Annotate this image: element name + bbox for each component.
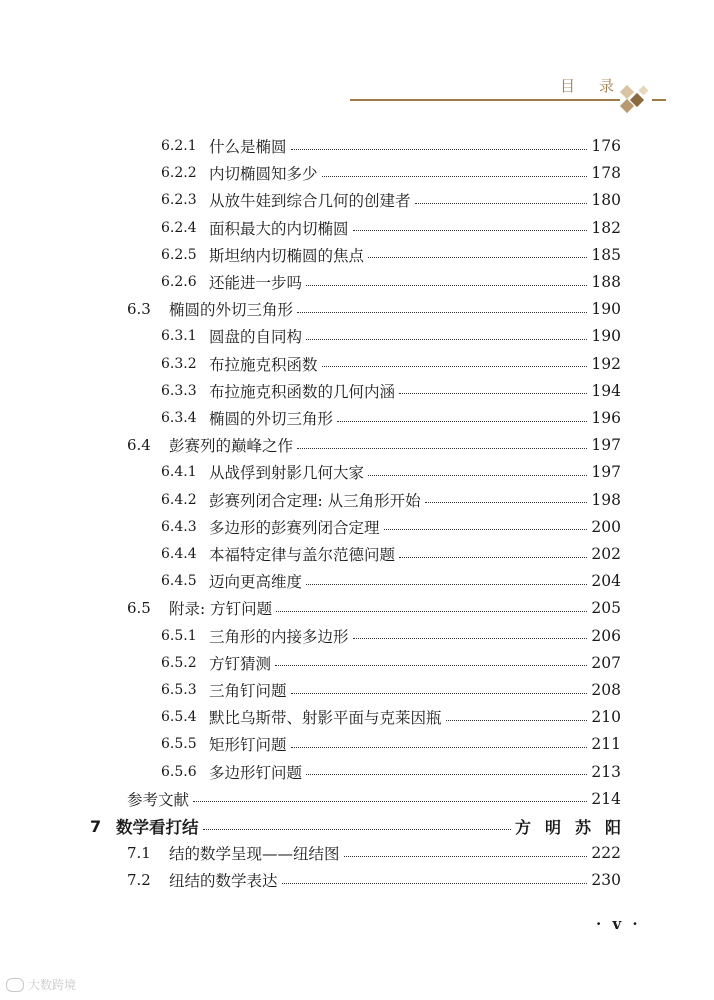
entry-title: 本福特定律与盖尔范德问题 xyxy=(209,546,396,564)
dot-leader xyxy=(337,421,587,422)
entry-number: 6.5.3 xyxy=(161,682,197,698)
entry-page-number: 190 xyxy=(591,300,621,319)
entry-page-number: 180 xyxy=(591,191,621,210)
entry-title: 从战俘到射影几何大家 xyxy=(209,464,365,483)
dot-leader xyxy=(353,230,588,231)
entry-number: 6.2.3 xyxy=(161,192,197,209)
dot-leader xyxy=(322,366,588,367)
toc-entry[interactable] xyxy=(127,787,621,811)
dot-leader xyxy=(322,176,588,177)
dot-leader xyxy=(368,257,587,258)
entry-title: 默比乌斯带、射影平面与克莱因瓶 xyxy=(209,709,442,728)
entry-title: 从放牛娃到综合几何的创建者 xyxy=(209,192,411,211)
entry-number: 6.2.6 xyxy=(161,274,197,290)
dot-leader xyxy=(291,747,588,748)
dot-leader xyxy=(306,339,587,340)
entry-page-number: 202 xyxy=(591,545,621,563)
entry-title: 纽结的数学表达 xyxy=(169,872,278,891)
page-number: · v · xyxy=(596,915,641,933)
entry-title: 圆盘的自同构 xyxy=(209,328,303,347)
entry-number: 6.2.1 xyxy=(161,138,197,154)
dot-leader xyxy=(446,720,588,721)
toc-entry[interactable] xyxy=(127,868,621,892)
toc-entry[interactable] xyxy=(161,188,621,212)
entry-title: 彭赛列的巅峰之作 xyxy=(169,437,294,456)
entry-number: 6.4 xyxy=(127,436,151,455)
toc-entry[interactable] xyxy=(161,324,621,348)
entry-number: 6.4.2 xyxy=(161,491,197,508)
title-char-1: 目 xyxy=(560,77,578,95)
entry-page-number: 194 xyxy=(591,381,621,400)
dot-leader xyxy=(193,801,587,802)
dot-leader xyxy=(297,448,587,449)
entry-title: 多边形钉问题 xyxy=(209,763,303,782)
toc-entry[interactable] xyxy=(161,624,621,648)
dot-leader xyxy=(291,693,588,694)
toc-entry[interactable] xyxy=(161,678,621,702)
dot-leader xyxy=(306,285,587,286)
entry-number: 6.2.5 xyxy=(161,246,197,263)
entry-page-number: 207 xyxy=(591,653,621,672)
entry-page-number: 192 xyxy=(591,354,621,373)
entry-page-number: 178 xyxy=(591,164,621,183)
dot-leader xyxy=(282,883,588,884)
toc-entry[interactable] xyxy=(161,515,621,539)
entry-page-number: 182 xyxy=(591,218,621,237)
toc-entry[interactable] xyxy=(127,297,621,321)
entry-number: 6.5.1 xyxy=(161,627,197,644)
chapter-entry[interactable] xyxy=(90,814,635,838)
entry-title: 数学看打结 xyxy=(116,818,199,837)
dot-leader xyxy=(344,856,588,857)
toc-entry[interactable] xyxy=(127,433,621,457)
toc-entry[interactable] xyxy=(161,352,621,376)
toc-entry[interactable] xyxy=(161,270,621,294)
dot-leader xyxy=(276,611,587,612)
entry-page-number: 206 xyxy=(591,626,621,645)
toc-entry[interactable] xyxy=(161,732,621,756)
dot-leader xyxy=(297,312,587,313)
entry-title: 面积最大的内切椭圆 xyxy=(209,219,349,238)
entry-page-number: 214 xyxy=(591,789,621,808)
entry-number: 7.2 xyxy=(127,871,151,890)
entry-number: 7.1 xyxy=(127,844,151,863)
entry-title: 还能进一步吗 xyxy=(209,274,303,292)
toc-entry[interactable] xyxy=(127,596,621,620)
entry-number: 6.2.4 xyxy=(161,219,197,236)
page-title xyxy=(560,75,616,96)
entry-title: 彭赛列闭合定理: 从三角形开始 xyxy=(209,491,421,510)
entry-number: 6.4.4 xyxy=(161,546,197,562)
entry-number: 6.5.4 xyxy=(161,709,197,726)
entry-page-number: 197 xyxy=(591,463,621,482)
entry-number: 6.2.2 xyxy=(161,165,197,182)
header-rule-tail xyxy=(652,99,666,101)
entry-page-number: 205 xyxy=(591,599,621,618)
entry-number: 6.5.6 xyxy=(161,763,197,780)
toc-entry[interactable] xyxy=(161,161,621,185)
dot-leader xyxy=(399,557,587,558)
entry-page-number: 211 xyxy=(591,735,621,754)
entry-number: 7 xyxy=(90,816,102,836)
entry-title: 内切椭圆知多少 xyxy=(209,165,318,184)
entry-title: 椭圆的外切三角形 xyxy=(169,301,294,320)
toc-entry[interactable] xyxy=(161,705,621,729)
dot-leader xyxy=(368,475,587,476)
dot-leader xyxy=(306,584,587,585)
dot-leader xyxy=(306,774,587,775)
entry-number: 6.5.2 xyxy=(161,654,197,671)
entry-title: 方钉猜测 xyxy=(209,654,272,673)
entry-page-number: 210 xyxy=(591,708,621,727)
entry-page-number: 190 xyxy=(591,327,621,346)
entry-page-number: 230 xyxy=(591,871,621,890)
entry-number: 6.4.3 xyxy=(161,518,197,535)
header-rule xyxy=(350,99,620,101)
toc-entry[interactable] xyxy=(161,488,621,512)
entry-title: 附录: 方钉问题 xyxy=(169,600,273,619)
toc-entry[interactable] xyxy=(161,243,621,267)
entry-title: 多边形的彭赛列闭合定理 xyxy=(209,518,380,537)
entry-title: 迈向更高维度 xyxy=(209,573,303,592)
entry-page-number: 213 xyxy=(591,762,621,781)
entry-title: 椭圆的外切三角形 xyxy=(209,410,334,428)
dot-leader xyxy=(291,149,588,150)
entry-number: 6.3.4 xyxy=(161,410,197,426)
entry-number: 6.4.1 xyxy=(161,464,197,481)
dot-leader xyxy=(353,638,588,639)
entry-title: 布拉施克积函数 xyxy=(209,355,318,374)
toc-entry[interactable] xyxy=(161,460,621,484)
entry-page-number: 176 xyxy=(591,137,621,155)
title-char-2: 录 xyxy=(599,77,617,95)
entry-page-number: 198 xyxy=(591,490,621,509)
dot-leader xyxy=(399,393,587,394)
entry-page-number: 188 xyxy=(591,273,621,291)
watermark-text: 大数跨境 xyxy=(28,978,77,992)
entry-page-number: 200 xyxy=(591,517,621,536)
entry-number: 6.5 xyxy=(127,599,151,618)
toc-entry[interactable] xyxy=(161,651,621,675)
entry-title: 斯坦纳内切椭圆的焦点 xyxy=(209,246,365,265)
chapter-author: 方明苏阳 xyxy=(514,817,635,837)
toc-entry[interactable] xyxy=(161,134,621,158)
entry-number: 6.3.3 xyxy=(161,382,197,399)
entry-number: 6.3.2 xyxy=(161,355,197,372)
entry-title: 三角形的内接多边形 xyxy=(209,627,349,646)
entry-title: 布拉施克积函数的几何内涵 xyxy=(209,382,396,401)
dot-leader xyxy=(384,529,588,530)
entry-number: 6.4.5 xyxy=(161,573,197,590)
entry-title: 结的数学呈现——纽结图 xyxy=(169,845,340,864)
dot-leader xyxy=(425,502,588,503)
toc-entry[interactable] xyxy=(161,760,621,784)
toc-entry[interactable] xyxy=(161,542,621,566)
toc-entry[interactable] xyxy=(161,406,621,430)
dot-leader xyxy=(203,829,511,830)
entry-page-number: 185 xyxy=(591,245,621,264)
entry-page-number: 208 xyxy=(591,681,621,699)
watermark-logo-icon xyxy=(6,978,24,992)
entry-page-number: 196 xyxy=(591,409,621,427)
entry-page-number: 204 xyxy=(591,572,621,591)
toc-entry[interactable] xyxy=(161,379,621,403)
toc-entry[interactable] xyxy=(161,569,621,593)
dot-leader xyxy=(415,203,588,204)
toc-entry[interactable] xyxy=(161,216,621,240)
entry-page-number: 222 xyxy=(591,844,621,863)
toc-entry[interactable] xyxy=(127,841,621,865)
entry-title: 三角钉问题 xyxy=(209,682,287,700)
entry-title: 矩形钉问题 xyxy=(209,736,287,755)
dot-leader xyxy=(275,665,587,666)
entry-title: 参考文献 xyxy=(127,790,190,809)
entry-title: 什么是椭圆 xyxy=(209,138,287,156)
entry-page-number: 197 xyxy=(591,436,621,455)
entry-number: 6.3.1 xyxy=(161,328,197,345)
entry-number: 6.5.5 xyxy=(161,736,197,753)
watermark xyxy=(6,976,76,993)
entry-number: 6.3 xyxy=(127,300,151,319)
